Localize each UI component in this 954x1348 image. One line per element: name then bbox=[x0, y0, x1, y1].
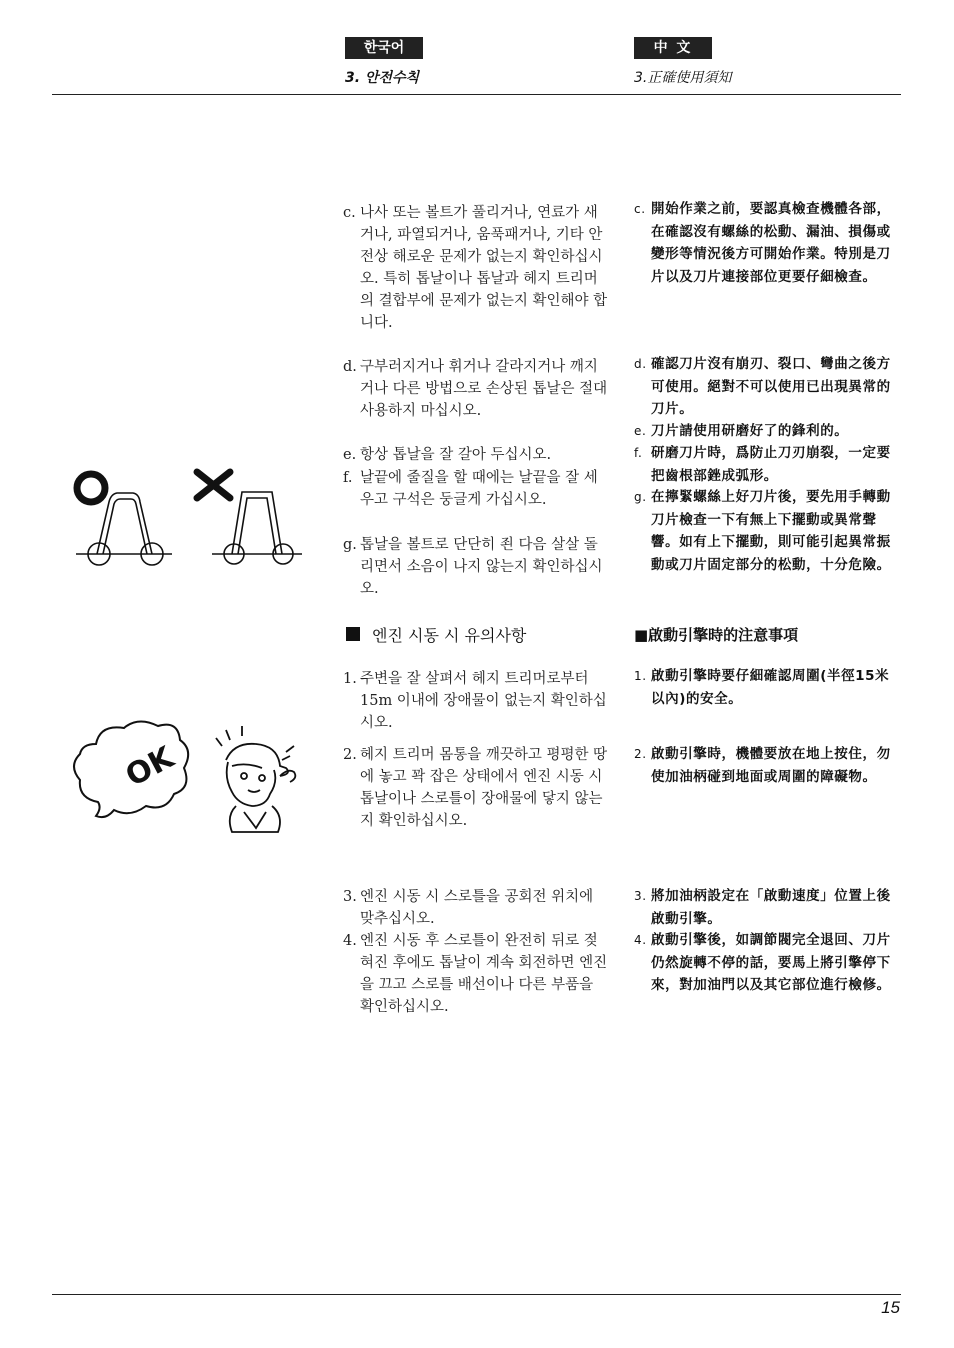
korean-item-4 bbox=[343, 930, 608, 1018]
header-rule bbox=[52, 94, 901, 95]
item-text: 啟動引擎時，機體要放在地上按住，勿使加油柄碰到地面或周圍的障礙物。 bbox=[651, 746, 891, 785]
korean-section-title: 3. 안전수칙 bbox=[345, 70, 420, 86]
item-marker: 4. bbox=[634, 933, 647, 947]
item-marker: 1. bbox=[343, 671, 357, 687]
korean-engine-start-heading: 엔진 시동 시 유의사항 bbox=[372, 626, 527, 645]
blade-filing-illustration bbox=[62, 462, 307, 574]
person-checking-icon bbox=[216, 726, 295, 832]
korean-item-2 bbox=[343, 744, 608, 832]
korean-item-c bbox=[343, 202, 608, 334]
chinese-item-3 bbox=[634, 885, 896, 930]
chinese-item-1 bbox=[634, 665, 896, 710]
item-marker: 2. bbox=[634, 747, 647, 761]
korean-language-tag: 한국어 bbox=[345, 37, 423, 59]
item-text: 啟動引擎後，如調節閥完全退回、刀片仍然旋轉不停的話，要馬上將引擎停下來，對加油門以及其它部位進行檢修。 bbox=[651, 932, 891, 993]
item-text: 구부러지거나 휘거나 갈라지거나 깨지거나 다른 방법으로 손상된 톱날은 절대 사용하지 마십시오. bbox=[360, 359, 608, 419]
chinese-item-c bbox=[634, 198, 896, 288]
item-text: 헤지 트리머 몸통을 깨끗하고 평평한 땅에 놓고 꽉 잡은 상태에서 엔진 시동 시 톱날이나 스로틀이 장애물에 닿지 않는지 확인하십시오. bbox=[360, 747, 608, 829]
item-marker: d. bbox=[343, 359, 357, 375]
chinese-language-tag: 中 文 bbox=[634, 37, 712, 59]
item-text: 啟動引擎時要仔細確認周圍(半徑15米以內)的安全。 bbox=[651, 668, 890, 707]
item-marker: 3. bbox=[634, 889, 647, 903]
item-marker: 1. bbox=[634, 669, 647, 683]
item-marker: e. bbox=[634, 424, 647, 438]
item-text: 항상 톱날을 잘 갈아 두십시오. bbox=[360, 447, 552, 463]
chinese-section-title: 3.正確使用須知 bbox=[634, 70, 732, 86]
item-marker: g. bbox=[634, 490, 647, 504]
item-marker: e. bbox=[343, 447, 357, 463]
item-text: 在擰緊螺絲上好刀片後，要先用手轉動刀片檢查一下有無上下擺動或異常聲響。如有上下擺動，則可能引起異常振動或刀片固定部分的松動，十分危險。 bbox=[651, 489, 891, 573]
chinese-item-4 bbox=[634, 929, 896, 997]
chinese-item-f bbox=[634, 442, 896, 487]
korean-item-1 bbox=[343, 668, 608, 734]
item-marker: c. bbox=[343, 205, 356, 221]
item-marker: 3. bbox=[343, 889, 357, 905]
item-text: 주변을 잘 살펴서 헤지 트리머로부터 15m 이내에 장애물이 없는지 확인하십시오. bbox=[360, 671, 607, 731]
item-text: 開始作業之前，要認真檢查機體各部，在確認沒有螺絲的松動、漏油、損傷或變形等情況後方可開始作業。特別是刀片以及刀片連接部位更要仔細檢查。 bbox=[651, 201, 891, 285]
item-text: 將加油柄設定在「啟動速度」位置上後啟動引擎。 bbox=[651, 888, 891, 927]
item-marker: g. bbox=[343, 537, 357, 553]
ng-mark-icon bbox=[197, 472, 230, 498]
item-text: 날끝에 줄질을 할 때에는 날끝을 잘 세우고 구석은 둥글게 가십시오. bbox=[360, 470, 598, 508]
korean-item-d bbox=[343, 356, 608, 422]
item-marker: f. bbox=[343, 470, 353, 486]
korean-item-g bbox=[343, 534, 608, 600]
item-text: 엔진 시동 후 스로틀이 완전히 뒤로 젖혀진 후에도 톱날이 계속 회전하면 엔진을 끄고 스로틀 배선이나 다른 부품을 확인하십시오. bbox=[360, 933, 608, 1015]
heading-square-icon bbox=[346, 627, 360, 641]
item-text: 確認刀片沒有崩刃、裂口、彎曲之後方可使用。絕對不可以使用已出現異常的刀片。 bbox=[651, 356, 891, 417]
ok-bubble-text: OK bbox=[120, 740, 180, 794]
item-text: 엔진 시동 시 스로틀을 공회전 위치에 맞추십시오. bbox=[360, 889, 594, 927]
chinese-engine-start-heading: ■啟動引擎時的注意事項 bbox=[634, 626, 799, 644]
item-text: 研磨刀片時，爲防止刀刃崩裂，一定要把齒根部銼成弧形。 bbox=[651, 445, 891, 484]
korean-item-e bbox=[343, 444, 608, 466]
korean-item-f bbox=[343, 467, 608, 511]
item-text: 刀片請使用研磨好了的鋒利的。 bbox=[651, 423, 849, 439]
korean-item-3 bbox=[343, 886, 608, 930]
incorrect-blade-shape bbox=[212, 492, 302, 564]
item-marker: 4. bbox=[343, 933, 357, 949]
chinese-item-e bbox=[634, 420, 896, 443]
chinese-item-g bbox=[634, 486, 896, 576]
page-number: 15 bbox=[881, 1298, 900, 1317]
footer-rule bbox=[52, 1294, 901, 1295]
item-text: 톱날을 볼트로 단단히 죈 다음 살살 돌리면서 소음이 나지 않는지 확인하십시오. bbox=[360, 537, 603, 597]
item-marker: c. bbox=[634, 202, 646, 216]
item-marker: d. bbox=[634, 357, 647, 371]
item-marker: f. bbox=[634, 446, 643, 460]
item-text: 나사 또는 볼트가 풀리거나, 연료가 새거나, 파열되거나, 움푹패거나, 기타 안전상 해로운 문제가 없는지 확인하십시오. 특히 톱날이나 톱날과 헤지 트리머의 결합부에 문제가 없는지 확인해야 합니다. bbox=[360, 205, 608, 331]
ok-mark-icon bbox=[77, 474, 105, 502]
engine-start-check-illustration bbox=[66, 716, 306, 840]
item-marker: 2. bbox=[343, 747, 357, 763]
chinese-item-2 bbox=[634, 743, 896, 788]
chinese-item-d bbox=[634, 353, 896, 421]
